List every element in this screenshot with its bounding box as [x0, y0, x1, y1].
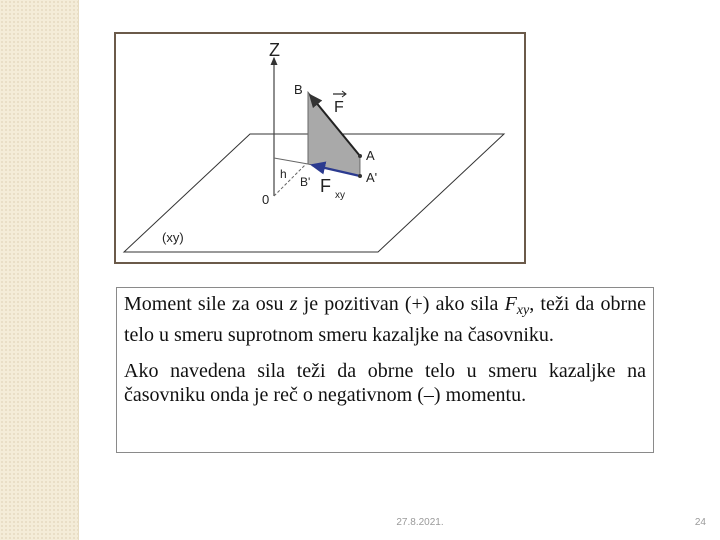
label-a-prime: A'	[366, 170, 378, 185]
force-subscript: xy	[516, 303, 530, 318]
footer-date: 27.8.2021.	[396, 517, 444, 528]
label-z: Z	[269, 40, 280, 60]
label-a: A	[366, 148, 375, 163]
label-h: h	[280, 167, 287, 181]
label-b-prime: B'	[300, 175, 311, 189]
point-a-marker	[358, 154, 362, 158]
paragraph-negative-moment: Ako navedena sila teži da obrne telo u smeru kazaljke na časovniku onda je reč o negativnom (–) momentu.	[124, 360, 646, 406]
reference-line	[274, 158, 308, 164]
label-plane-xy: (xy)	[162, 230, 184, 245]
text-run: je pozitivan (+) ako sila	[297, 293, 505, 315]
axis-symbol: z	[289, 293, 298, 315]
moment-diagram	[114, 32, 526, 264]
label-b: B	[294, 82, 303, 97]
force-symbol: F	[504, 293, 517, 315]
label-fxy: F	[320, 176, 331, 196]
decorative-side-strip	[0, 0, 79, 540]
text-run: , teži da obrne telo u smeru suprotnom smeru kazaljke na časovniku.	[124, 293, 646, 346]
page-number: 24	[694, 517, 706, 528]
label-force-f: F	[334, 99, 344, 116]
label-fxy-sub: xy	[335, 190, 345, 201]
point-a-prime-marker	[358, 174, 362, 178]
paragraph-positive-moment	[124, 292, 646, 347]
explanation-text-box	[116, 287, 654, 453]
label-origin: 0	[262, 192, 270, 207]
text-run: Moment sile za osu	[124, 293, 290, 315]
